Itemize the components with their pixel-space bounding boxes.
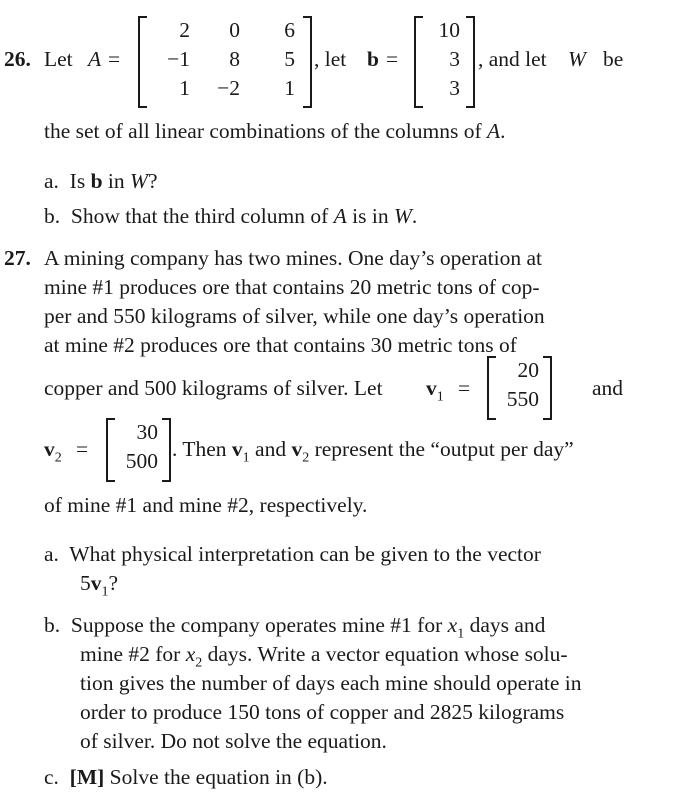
vector-symbol: v [291,437,303,461]
text-line [80,569,118,606]
part-label: c. [44,765,59,789]
let-text: Let [44,47,73,71]
text-span: of mine #1 and mine #2, respectively. [44,493,368,517]
text-span: the set of all linear combinations of the columns of [44,119,482,143]
text-span: Solve the equation in (b). [109,765,328,789]
vector-cell: 500 [125,449,158,473]
equals: = [386,47,399,71]
text-span: mine #2 for [80,642,181,666]
subscript: 1 [242,450,250,466]
vector-symbol: v [90,571,102,595]
part-label: b. [44,204,61,228]
let-b-text: , let [314,47,347,71]
matrix-cell: −2 [217,76,240,100]
text-span: . Then [172,437,227,461]
text-span: tion gives the number of days each mine should operate in [80,671,582,695]
matrix-cell: 8 [229,47,240,71]
var-x1: x [447,613,458,637]
matrix-cell: 1 [179,76,190,100]
text-span: A mining company has two mines. One day’s operation at [44,246,542,270]
text-span: is in [352,204,389,228]
right-bracket [543,356,552,420]
matrix-cell: −1 [167,47,190,71]
text-span: copper and 500 kilograms of silver. Let [44,376,383,400]
matlab-tag: [M] [69,765,105,789]
text-line [44,491,367,520]
text-span: mine #1 produces ore that contains 20 metric tons of cop- [44,275,540,299]
part-c [44,763,328,792]
period: . [500,119,506,143]
part-label: a. [44,542,59,566]
text-line [80,727,387,756]
var-W: W [130,169,148,193]
text-span: Suppose the company operates mine #1 for [70,613,443,637]
text-line [44,374,383,403]
part-label: b. [44,613,61,637]
text-span: per and 550 kilograms of silver, while one day’s operation [44,304,545,328]
text-span: and [255,437,287,461]
right-bracket [466,16,475,108]
right-bracket [162,418,171,482]
text-line [80,698,564,727]
be-text: be [603,47,624,71]
subscript: 2 [54,450,62,466]
text-span: 5 [80,571,91,595]
left-bracket [138,16,147,108]
matrix-cell: 6 [284,18,295,42]
subscript: 1 [457,626,465,642]
vector-cell: 3 [449,47,460,71]
var-A: A [333,204,347,228]
var-b: b [90,169,103,193]
problem-number: 27. [4,246,31,270]
var-W: W [393,204,412,228]
text-span: represent the “output per day” [314,437,574,461]
vector-cell: 550 [506,387,539,411]
subscript: 1 [101,584,109,600]
equals: = [458,376,471,400]
var-b: b [367,47,379,71]
vector-cell: 10 [438,18,460,42]
var-W: W [568,47,586,71]
vector-symbol: v [44,437,55,461]
and-text: and [592,376,624,400]
text-span: What physical interpretation can be given to the vector [69,542,541,566]
text-span: order to produce 150 tons of copper and 2825 kilograms [80,700,565,724]
text-span: Is [69,169,86,193]
text-line [44,331,628,360]
text-line [44,273,628,302]
period: . [411,204,418,228]
var-v2 [44,435,62,472]
question-mark: ? [108,571,119,595]
text-line [44,302,628,331]
vector-cell: 3 [449,76,460,100]
var-x2: x [185,642,196,666]
matrix-cell: 1 [284,76,295,100]
text-span: in [107,169,125,193]
text-span: at mine #2 produces ore that contains 30 metric tons of [44,333,517,357]
part-label: a. [44,169,59,193]
text-span: Show that the third column of [70,204,329,228]
vector-symbol: v [231,437,243,461]
matrix-cell: 0 [229,18,240,42]
vector-symbol: v [426,376,437,400]
question-mark: ? [147,169,158,193]
vector-cell: 30 [136,420,158,444]
var-v1 [426,374,444,411]
var-A: A [487,119,501,143]
subscript: 2 [195,655,203,671]
text-span: of silver. Do not solve the equation. [80,729,387,753]
equals: = [76,437,89,461]
text-span: days. Write a vector equation whose solu- [207,642,568,666]
subscript: 2 [302,450,310,466]
problem-number: 26. [4,47,31,71]
text-line [172,435,574,472]
text-span: days and [469,613,546,637]
var-v1 [231,437,250,466]
equals: = [108,47,121,71]
subscript: 1 [436,389,444,405]
var-A: A [88,47,102,71]
part-b [44,202,417,231]
and-let-text: , and let [478,47,547,71]
matrix-cell: 2 [179,18,190,42]
var-v2 [291,437,310,466]
text-line [44,117,506,146]
vector-cell: 20 [517,358,539,382]
part-a [44,167,158,196]
right-bracket [303,16,312,108]
matrix-cell: 5 [284,47,295,71]
text-line [44,244,628,273]
text-line [80,669,582,698]
part-a [44,540,541,569]
